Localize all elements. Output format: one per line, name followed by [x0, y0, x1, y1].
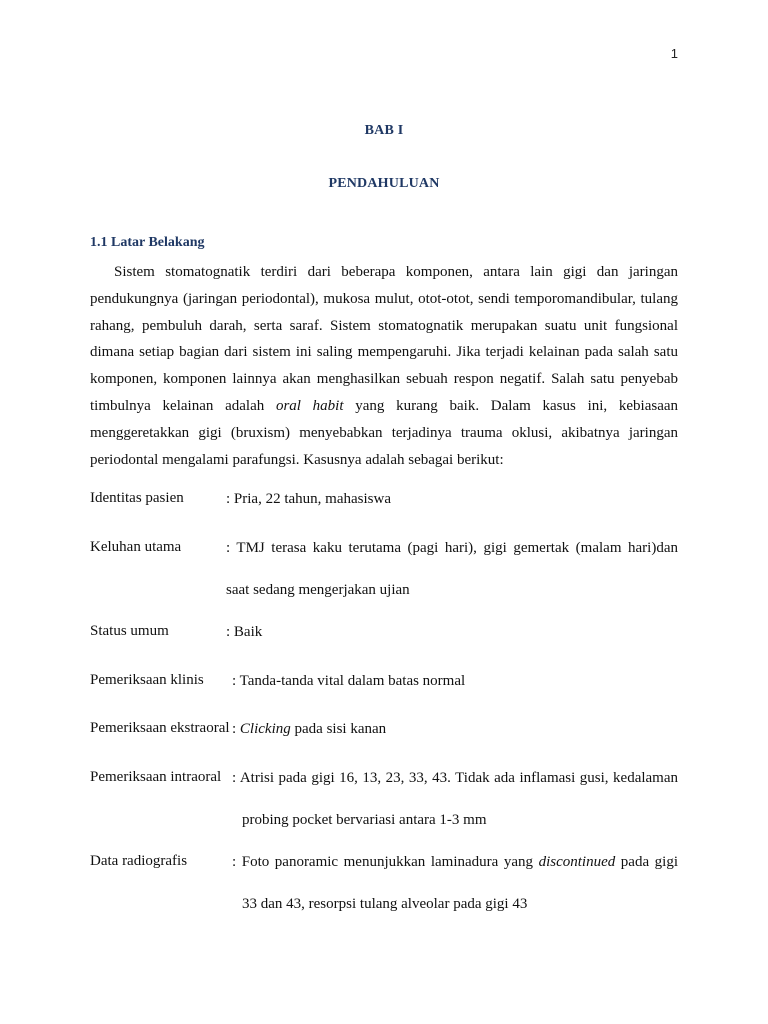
page-number: 1 — [670, 46, 678, 61]
radiografis-line-1 — [232, 841, 678, 883]
paragraph-text-1: Sistem stomatognatik terdiri dari beberapa komponen, antara lain gigi dan jaringan pendukungnya (jaringan periodontal), mukosa mulut, otot-otot, sendi temporomandibular, tulang rahang, pembuluh darah, serta saraf. Sistem stomatognatik merupakan suatu unit fungsional dimana setiap bagian dari sistem ini saling mempengaruhi. Jika terjadi kelainan pada salah satu komponen, komponen lainnya akan menghasilkan sebuah respon negatif. Salah satu penyebab timbulnya kelainan adalah — [90, 264, 678, 414]
value-data-radiografis — [232, 841, 678, 925]
keluhan-line-1: : TMJ terasa kaku terutama (pagi hari), gigi gemertak (malam hari)dan — [226, 540, 678, 556]
label-pemeriksaan-ekstraoral: Pemeriksaan ekstraoral — [90, 720, 230, 736]
chapter-heading: BAB I — [364, 123, 404, 138]
section-title: 1.1 Latar Belakang — [90, 235, 205, 250]
ekstraoral-prefix: : — [232, 721, 240, 737]
radiografis-line-1a: : Foto panoramic menunjukkan laminadura yang — [232, 854, 539, 870]
label-pemeriksaan-intraoral: Pemeriksaan intraoral — [90, 769, 222, 785]
value-pemeriksaan-intraoral — [232, 757, 678, 841]
value-keluhan-utama — [226, 527, 678, 611]
background-paragraph — [90, 259, 678, 473]
chapter-title: PENDAHULUAN — [328, 176, 440, 191]
intraoral-line-2: probing pocket bervariasi antara 1-3 mm — [242, 812, 487, 828]
label-identitas-pasien: Identitas pasien — [90, 490, 184, 506]
label-data-radiografis: Data radiografis — [90, 853, 188, 869]
radiografis-line-2: 33 dan 43, resorpsi tulang alveolar pada gigi 43 — [242, 896, 528, 912]
intraoral-line-1: : Atrisi pada gigi 16, 13, 23, 33, 43. Tidak ada inflamasi gusi, kedalaman — [232, 770, 678, 786]
radiografis-line-1b: pada gigi — [615, 854, 678, 870]
radiografis-italic: discontinued — [538, 854, 616, 870]
value-pemeriksaan-ekstraoral — [232, 708, 386, 750]
keluhan-line-2: saat sedang mengerjakan ujian — [226, 582, 410, 598]
label-keluhan-utama: Keluhan utama — [90, 539, 182, 555]
paragraph-italic-term: oral habit — [275, 397, 344, 414]
label-status-umum: Status umum — [90, 623, 169, 639]
value-identitas-pasien: : Pria, 22 tahun, mahasiswa — [226, 491, 391, 507]
ekstraoral-suffix: pada sisi kanan — [290, 721, 387, 737]
value-pemeriksaan-klinis: : Tanda-tanda vital dalam batas normal — [232, 673, 466, 689]
paragraph-text-2: yang kurang baik. Dalam kasus ini, kebiasaan menggeretakkan gigi (bruxism) menyebabkan terjadinya trauma oklusi, akibatnya jaringan periodontal mengalami parafungsi. Kasusnya adalah sebagai berikut: — [90, 397, 679, 468]
label-pemeriksaan-klinis: Pemeriksaan klinis — [90, 672, 204, 688]
value-status-umum: : Baik — [226, 624, 263, 640]
ekstraoral-italic: Clicking — [239, 721, 291, 737]
